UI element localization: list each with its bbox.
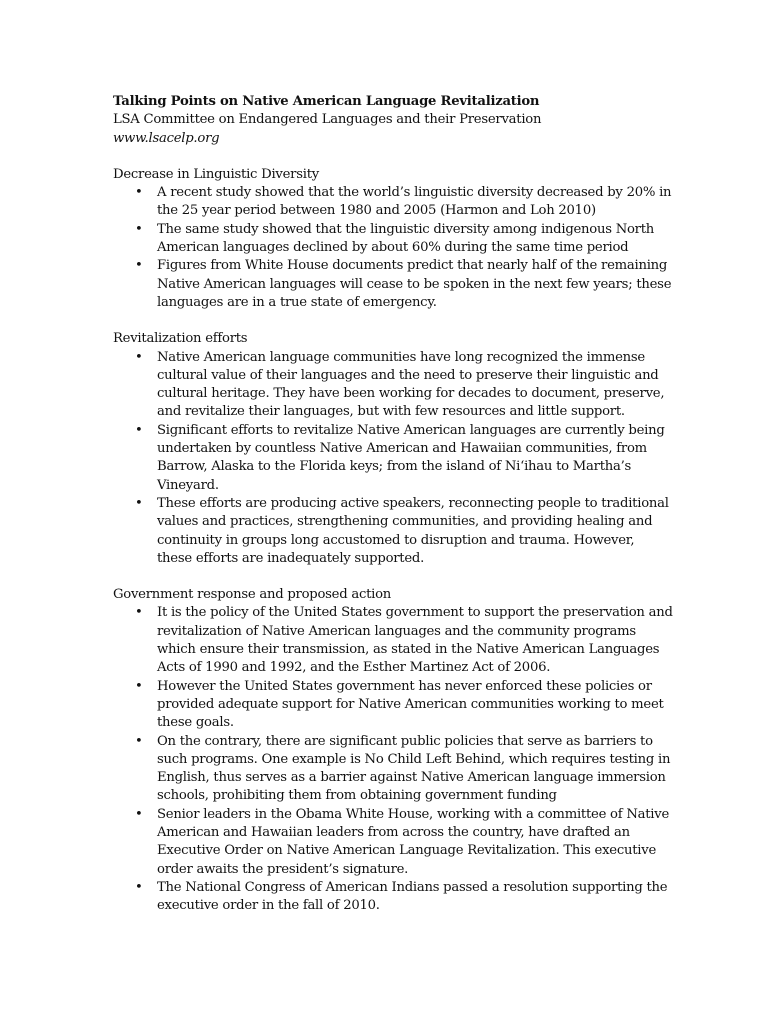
list-item-text: Senior leaders in the Obama White House, working with a committee of Native American and Hawaiian leaders from across the country, have drafted an Executive Order on Native American Language Revitalization. This executive order awaits the president’s signature. [157,806,669,877]
document-url: www.lsacelp.org [113,130,220,146]
list-item-text: The same study showed that the linguistic diversity among indigenous North American languages declined by about 60% during the same time period [157,221,655,256]
document-subtitle: LSA Committee on Endangered Languages and their Preservation [113,112,542,128]
bullet-list [113,184,673,312]
list-item-text: It is the policy of the United States government to support the preservation and revitalization of Native American languages and the community programs which ensure their transmission, as stated in the Native American Languages Acts of 1990 and 1992, and the Esther Martinez Act of 2006. [157,605,673,676]
list-item-text: However the United States government has never enforced these policies or provided adequate support for Native American communities working to meet these goals. [157,678,664,731]
list-item-text: The National Congress of American Indians passed a resolution supporting the executive order in the fall of 2010. [157,879,668,914]
list-item [113,806,673,879]
bullet-icon: • [135,678,143,694]
bullet-icon: • [135,185,143,201]
list-item-text: On the contrary, there are significant public policies that serve as barriers to such programs. One example is No Child Left Behind, which requires testing in English, thus serves as a barrier against Native American language immersion schools, prohibiting them from obtaining government funding [157,733,671,804]
list-item [113,221,673,258]
list-item [113,733,673,806]
bullet-list [113,604,673,915]
section-heading: Decrease in Linguistic Diversity [113,166,319,182]
bullet-icon: • [135,879,143,895]
section-revitalization-efforts [113,330,673,568]
bullet-icon: • [135,733,143,749]
list-item-text: Figures from White House documents predict that nearly half of the remaining Native American languages will cease to be spoken in the next few years; these languages are in a true state of emergency. [157,258,672,310]
list-item [113,678,673,733]
bullet-icon: • [135,605,143,621]
list-item [113,257,673,312]
list-item-text: These efforts are producing active speakers, reconnecting people to traditional values and practices, strengthening communities, and providing healing and continuity in groups long accustomed to disruption and trauma. However, these efforts are inadequately supported. [157,495,669,566]
list-item-text: Significant efforts to revitalize Native American languages are currently being undertaken by countless Native American and Hawaiian communities, from Barrow, Alaska to the Florida keys; from the island of Ni‘ihau to Martha’s Vineyard. [157,422,665,493]
list-item [113,422,673,495]
list-item [113,349,673,422]
list-item [113,879,673,916]
bullet-icon: • [135,221,143,237]
bullet-icon: • [135,806,143,822]
bullet-icon: • [135,495,143,511]
document-page [113,93,673,915]
document-title: Talking Points on Native American Language Revitalization [113,94,540,109]
bullet-icon: • [135,258,143,274]
bullet-list [113,349,673,569]
list-item [113,495,673,568]
section-heading: Government response and proposed action [113,587,392,603]
section-heading: Revitalization efforts [113,331,248,347]
section-government-response [113,586,673,915]
bullet-icon: • [135,349,143,365]
list-item-text: Native American language communities have long recognized the immense cultural value of their languages and the need to preserve their linguistic and cultural heritage. They have been working for decades to document, preserve, and revitalize their languages, but with few resources and little support. [157,349,665,420]
list-item [113,184,673,221]
list-item [113,604,673,677]
bullet-icon: • [135,422,143,438]
section-decrease-in-linguistic-diversity [113,166,673,312]
list-item-text: A recent study showed that the world’s linguistic diversity decreased by 20% in the 25 year period between 1980 and 2005 (Harmon and Loh 2010) [157,185,672,219]
